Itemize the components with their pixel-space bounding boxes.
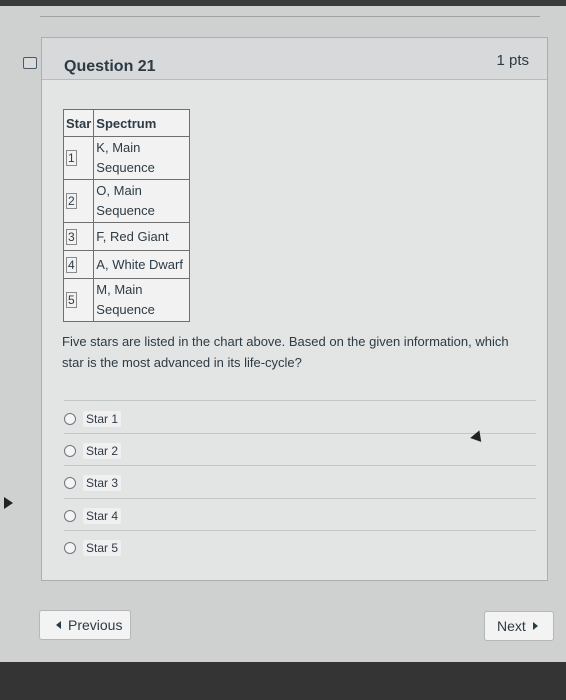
- next-label: Next: [497, 618, 526, 634]
- radio-button[interactable]: [64, 445, 76, 457]
- top-edge: [0, 0, 566, 6]
- spectrum-text: Sequence: [96, 160, 155, 175]
- table-header-star: Star: [64, 110, 94, 137]
- spectrum-text: O, Main: [96, 183, 142, 198]
- answer-label: Star 1: [83, 411, 121, 427]
- answer-label: Star 4: [83, 508, 121, 524]
- question-prompt: Five stars are listed in the chart above. Based on the given information, which star is the most advanced in its life-cycle?: [62, 334, 509, 370]
- answer-label: Star 3: [83, 475, 121, 491]
- spectrum-text: A, White Dwarf: [96, 256, 183, 272]
- star-number: 3: [68, 229, 75, 244]
- answer-option-star-3[interactable]: [64, 473, 121, 493]
- chevron-right-icon: [533, 622, 538, 630]
- table-row: [64, 137, 190, 180]
- radio-button[interactable]: [64, 413, 76, 425]
- question-card: [41, 37, 548, 581]
- bookmark-flag-icon[interactable]: [23, 57, 37, 69]
- spectrum-text: Sequence: [96, 302, 155, 317]
- spectrum-text: F, Red Giant: [96, 228, 169, 244]
- answer-option-star-2[interactable]: [64, 441, 121, 461]
- table-row: [64, 180, 190, 223]
- top-divider: [40, 16, 540, 17]
- answer-option-star-4[interactable]: [64, 506, 121, 526]
- answer-option-star-5[interactable]: [64, 538, 121, 558]
- spectrum-text: K, Main: [96, 140, 141, 155]
- answer-divider: [64, 498, 536, 499]
- star-number: 1: [68, 151, 75, 165]
- answer-option-star-1[interactable]: [64, 409, 121, 429]
- answer-divider: [64, 433, 536, 434]
- answer-divider: [64, 465, 536, 466]
- next-button[interactable]: [484, 611, 554, 641]
- answer-divider: [64, 400, 536, 401]
- spectrum-text: M, Main: [96, 282, 143, 297]
- bottom-bar: [0, 662, 566, 700]
- star-number: 5: [68, 293, 75, 307]
- question-pointer-icon: [4, 497, 13, 509]
- previous-button[interactable]: [39, 610, 131, 640]
- answer-divider: [64, 530, 536, 531]
- answer-label: Star 5: [83, 540, 121, 556]
- question-header: [42, 38, 547, 80]
- radio-button[interactable]: [64, 542, 76, 554]
- answer-label: Star 2: [83, 443, 121, 459]
- table-row: [64, 279, 190, 322]
- star-number: 2: [68, 194, 75, 208]
- star-table: [63, 109, 190, 322]
- question-title: Question 21: [64, 58, 156, 75]
- question-points: 1 pts: [496, 52, 529, 69]
- table-header-spectrum: Spectrum: [94, 110, 190, 137]
- chevron-left-icon: [56, 621, 61, 629]
- radio-button[interactable]: [64, 510, 76, 522]
- star-number: 4: [68, 257, 75, 272]
- table-row: [64, 251, 190, 279]
- radio-button[interactable]: [64, 477, 76, 489]
- previous-label: Previous: [68, 617, 123, 633]
- spectrum-text: Sequence: [96, 203, 155, 218]
- table-row: [64, 223, 190, 251]
